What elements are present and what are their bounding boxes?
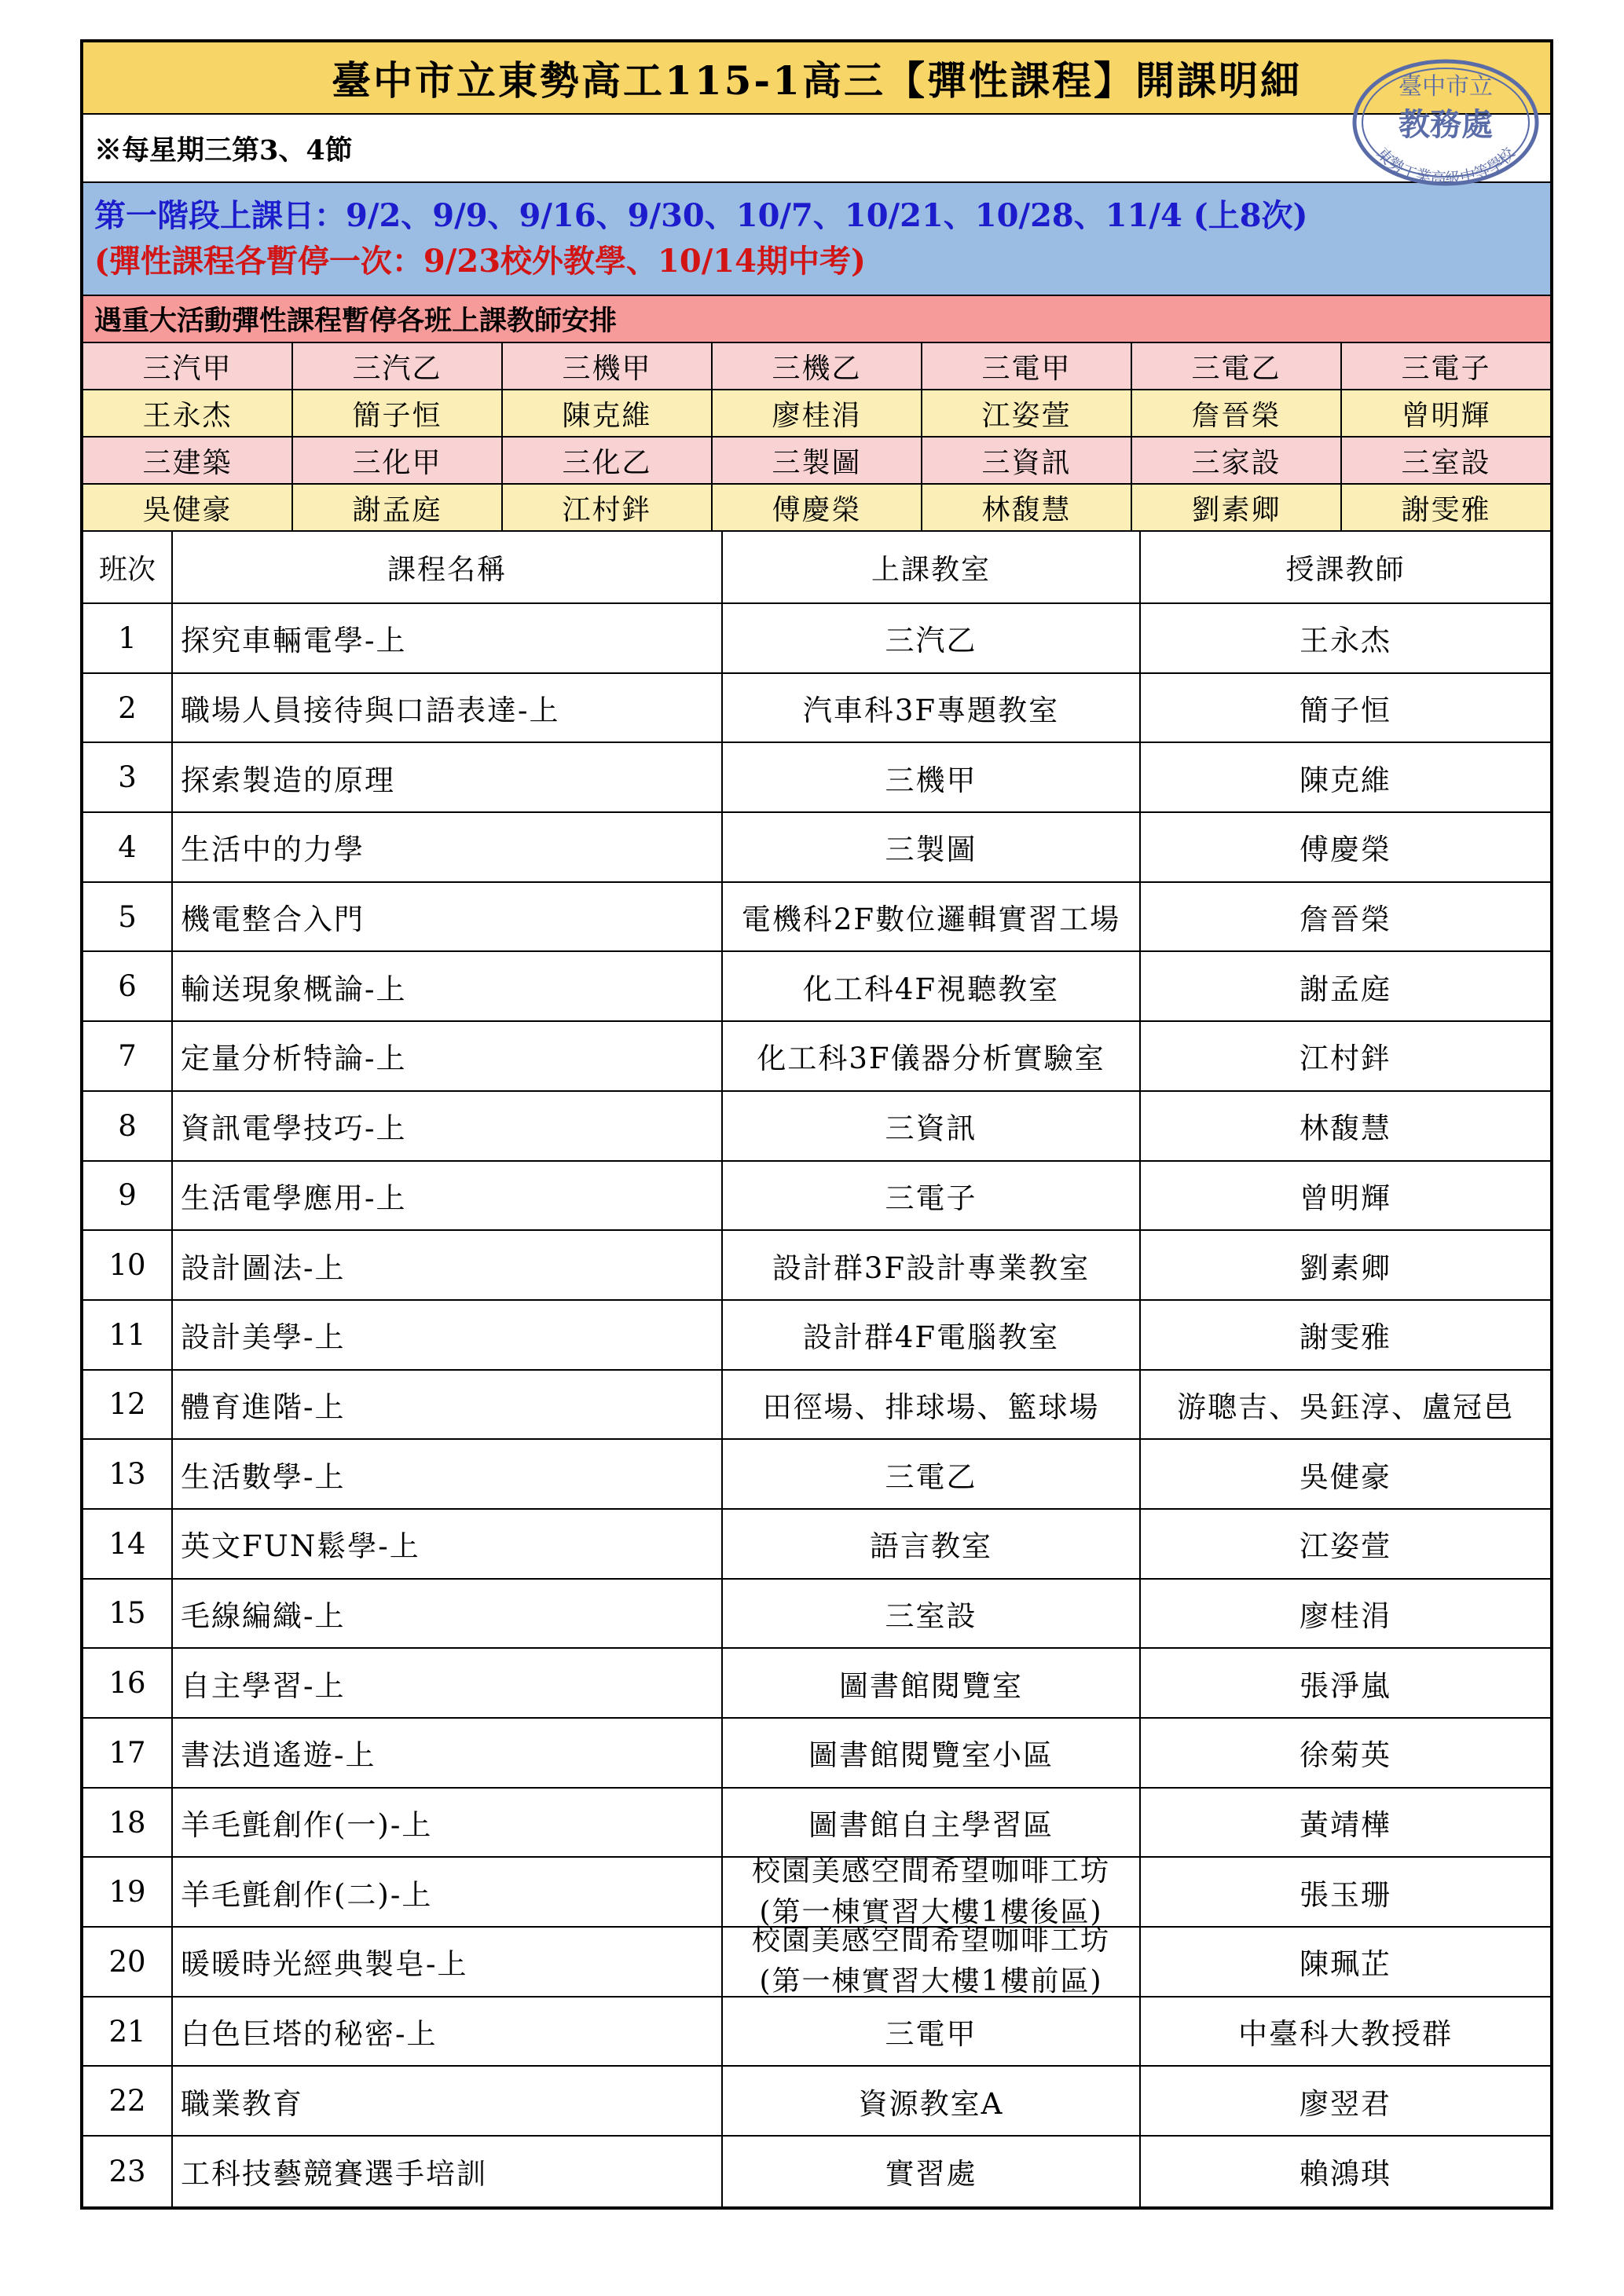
- pause-teacher-row-1: [83, 390, 1550, 438]
- pause-class-cell: 三室設: [1401, 446, 1491, 479]
- class-no-cell: 14: [83, 1510, 173, 1578]
- classroom-cell: [723, 1649, 1141, 1717]
- course-sheet: [80, 39, 1553, 2210]
- pause-teacher-cell: 謝雯雅: [1401, 493, 1491, 526]
- teacher-cell: 詹晉榮: [1300, 903, 1391, 937]
- table-row: [83, 604, 1550, 674]
- classroom-text: 三汽乙: [885, 624, 977, 658]
- course-name-cell: 設計美學-上: [173, 1301, 723, 1369]
- header-course-name: 課程名稱: [173, 532, 723, 602]
- course-name-cell: 英文FUN鬆學-上: [173, 1510, 723, 1578]
- class-no-cell: 18: [83, 1789, 173, 1857]
- phase-dates: 第一階段上課日：9/2、9/9、9/16、9/30、10/7、10/21、10/28、11/4 (上8次): [94, 197, 1308, 234]
- course-name-cell: 資訊電學技巧-上: [173, 1092, 723, 1160]
- table-row: [83, 1998, 1550, 2067]
- classroom-text: 汽車科3F專題教室: [802, 694, 1060, 728]
- classroom-text: 三電乙: [885, 1459, 977, 1494]
- table-row: [83, 1719, 1550, 1789]
- course-name-cell: 生活中的力學: [173, 813, 723, 881]
- table-row: [83, 1580, 1550, 1650]
- table-row: [83, 952, 1550, 1022]
- pause-teacher-cell: 曾明輝: [1401, 399, 1491, 432]
- classroom-text: 實習處: [885, 2157, 977, 2192]
- course-name-cell: 職場人員接待與口語表達-上: [173, 674, 723, 742]
- teacher-cell: 傅慶榮: [1300, 833, 1391, 867]
- course-name-cell: 生活數學-上: [173, 1440, 723, 1508]
- classroom-cell: [723, 743, 1141, 811]
- classroom-line-2: (第一棟實習大樓1樓後區): [759, 1895, 1103, 1928]
- course-name-cell: 白色巨塔的秘密-上: [173, 1998, 723, 2066]
- classroom-line-1: 校園美感空間希望咖啡工坊: [751, 1855, 1110, 1888]
- class-no-cell: 19: [83, 1858, 173, 1926]
- teacher-cell: 陳克維: [1300, 763, 1391, 797]
- phase-exceptions: (彈性課程各暫停一次：9/23校外教學、10/14期中考): [94, 243, 866, 280]
- classroom-text: 圖書館閱覽室小區: [808, 1738, 1054, 1773]
- classroom-text: 資源教室A: [858, 2086, 1004, 2121]
- table-row: [83, 1510, 1550, 1580]
- class-no-cell: 4: [83, 813, 173, 881]
- pause-class-cell: 三建築: [83, 438, 293, 483]
- teacher-cell: 黃靖樺: [1300, 1808, 1391, 1843]
- pause-teacher-cell: 劉素卿: [1132, 485, 1342, 530]
- classroom-cell: [723, 952, 1141, 1020]
- schedule-note: ※每星期三第3、4節: [83, 115, 1550, 183]
- table-row: [83, 1855, 1550, 1928]
- table-row: [83, 1924, 1550, 1998]
- table-row: [83, 1789, 1550, 1858]
- table-row: [83, 2067, 1550, 2137]
- pause-teacher-cell: 林馥慧: [922, 485, 1132, 530]
- pause-teacher-cell: 簡子恒: [293, 390, 503, 436]
- classroom-text: 三室設: [885, 1598, 977, 1633]
- pause-class-cell: 三資訊: [922, 438, 1132, 483]
- course-name-cell: 羊毛氈創作(二)-上: [173, 1858, 723, 1926]
- teacher-cell: 江村鉡: [1300, 1042, 1391, 1076]
- svg-text:臺中市立: 臺中市立: [1399, 73, 1493, 101]
- class-no-cell: 2: [83, 674, 173, 742]
- table-row: [83, 743, 1550, 813]
- classroom-text: 化工科4F視聽教室: [802, 972, 1060, 1006]
- classroom-text: 田徑場、排球場、籃球場: [762, 1390, 1100, 1424]
- pause-class-row-1: [83, 343, 1550, 390]
- pause-teacher-cell: 江村鉡: [503, 485, 713, 530]
- table-row: [83, 1022, 1550, 1092]
- classroom-cell: [723, 1855, 1141, 1928]
- classroom-text: 圖書館閱覽室: [839, 1668, 1023, 1703]
- pause-class-cell: 三機乙: [713, 343, 922, 389]
- teacher-cell: 江姿萱: [1300, 1529, 1391, 1564]
- phase-dates-block: [83, 183, 1550, 296]
- pause-teacher-cell: 謝孟庭: [293, 485, 503, 530]
- class-no-cell: 9: [83, 1162, 173, 1230]
- school-seal-stamp: [1349, 57, 1542, 189]
- teacher-cell: 林馥慧: [1300, 1111, 1391, 1146]
- table-header-row: [83, 532, 1550, 604]
- table-row: [83, 674, 1550, 744]
- pause-class-cell: 三電甲: [922, 343, 1132, 389]
- class-no-cell: 21: [83, 1998, 173, 2066]
- pause-class-cell: 三化甲: [293, 438, 503, 483]
- teacher-cell: 陳珮芷: [1300, 1947, 1391, 1982]
- table-row: [83, 1649, 1550, 1719]
- teacher-cell: 吳健豪: [1300, 1459, 1391, 1494]
- classroom-text: 三電甲: [885, 2017, 977, 2052]
- table-row: [83, 1092, 1550, 1162]
- classroom-text: 三製圖: [885, 833, 977, 867]
- table-row: [83, 1440, 1550, 1510]
- course-name-cell: 機電整合入門: [173, 883, 723, 951]
- table-row: [83, 1231, 1550, 1301]
- pause-teacher-cell: 廖桂涓: [713, 390, 922, 436]
- class-no-cell: 23: [83, 2137, 173, 2206]
- teacher-cell: 謝孟庭: [1300, 972, 1391, 1006]
- course-name-cell: 探究車輛電學-上: [173, 604, 723, 672]
- teacher-cell: 徐菊英: [1300, 1738, 1391, 1773]
- teacher-cell: 廖桂涓: [1300, 1598, 1391, 1633]
- pause-class-cell: 三汽甲: [83, 343, 293, 389]
- course-name-cell: 毛線編織-上: [173, 1580, 723, 1648]
- classroom-text: 設計群4F電腦教室: [802, 1320, 1060, 1355]
- class-no-cell: 7: [83, 1022, 173, 1090]
- class-no-cell: 6: [83, 952, 173, 1020]
- header-classroom: 上課教室: [723, 532, 1141, 602]
- course-name-cell: 探索製造的原理: [173, 743, 723, 811]
- class-no-cell: 1: [83, 604, 173, 672]
- table-row: [83, 1301, 1550, 1371]
- table-row: [83, 1162, 1550, 1232]
- classroom-cell: [723, 1580, 1141, 1648]
- course-name-cell: 書法逍遙遊-上: [173, 1719, 723, 1787]
- teacher-cell: 廖翌君: [1300, 2086, 1391, 2121]
- pause-teacher-cell: 陳克維: [503, 390, 713, 436]
- course-table-body: [83, 604, 1550, 2206]
- classroom-text: 圖書館自主學習區: [808, 1808, 1054, 1843]
- classroom-cell: [723, 1301, 1141, 1369]
- pause-teacher-row-2: [83, 485, 1550, 532]
- classroom-cell: [723, 1231, 1141, 1299]
- pause-teacher-cell: 傅慶榮: [713, 485, 922, 530]
- classroom-cell: [723, 883, 1141, 951]
- classroom-cell: [723, 1371, 1141, 1439]
- classroom-cell: [723, 1092, 1141, 1160]
- table-row: [83, 883, 1550, 953]
- teacher-cell: 張淨嵐: [1300, 1668, 1391, 1703]
- course-name-cell: 生活電學應用-上: [173, 1162, 723, 1230]
- table-row: [83, 1371, 1550, 1441]
- course-name-cell: 自主學習-上: [173, 1649, 723, 1717]
- class-no-cell: 3: [83, 743, 173, 811]
- teacher-cell: 曾明輝: [1300, 1181, 1391, 1215]
- teacher-cell: 謝雯雅: [1300, 1320, 1391, 1355]
- classroom-cell: [723, 674, 1141, 742]
- class-no-cell: 17: [83, 1719, 173, 1787]
- classroom-text: 三機甲: [885, 763, 977, 797]
- teacher-cell: 簡子恒: [1300, 694, 1391, 728]
- course-name-cell: 輸送現象概論-上: [173, 952, 723, 1020]
- teacher-cell: 游聰吉、吳鈺淳、盧冠邑: [1177, 1390, 1514, 1424]
- class-no-cell: 22: [83, 2067, 173, 2135]
- pause-teacher-cell: 詹晉榮: [1132, 390, 1342, 436]
- teacher-cell: 張玉珊: [1300, 1877, 1391, 1912]
- classroom-text: 語言教室: [870, 1529, 992, 1564]
- class-no-cell: 20: [83, 1928, 173, 1996]
- course-name-cell: 工科技藝競賽選手培訓: [173, 2137, 723, 2206]
- pause-class-cell: 三製圖: [713, 438, 922, 483]
- pause-class-cell: 三家設: [1132, 438, 1342, 483]
- classroom-text: 電機科2F數位邏輯實習工場: [741, 903, 1121, 937]
- header-teacher: 授課教師: [1285, 553, 1406, 586]
- course-name-cell: 定量分析特論-上: [173, 1022, 723, 1090]
- pause-teacher-cell: 江姿萱: [922, 390, 1132, 436]
- classroom-line-2: (第一棟實習大樓1樓前區): [759, 1965, 1103, 1998]
- classroom-text: 化工科3F儀器分析實驗室: [757, 1042, 1105, 1076]
- pause-class-row-2: [83, 438, 1550, 485]
- pause-class-cell: 三汽乙: [293, 343, 503, 389]
- classroom-cell: [723, 1719, 1141, 1787]
- teacher-cell: 王永杰: [1300, 624, 1391, 658]
- classroom-cell: [723, 1998, 1141, 2066]
- class-no-cell: 8: [83, 1092, 173, 1160]
- course-name-cell: 羊毛氈創作(一)-上: [173, 1789, 723, 1857]
- classroom-cell: [723, 1924, 1141, 1998]
- svg-text:教務處: 教務處: [1399, 106, 1493, 143]
- svg-text:東勢工業高級中等學校: 東勢工業高級中等學校: [1373, 144, 1519, 189]
- pause-class-cell: 三化乙: [503, 438, 713, 483]
- teacher-cell: 劉素卿: [1300, 1251, 1391, 1285]
- classroom-cell: [723, 813, 1141, 881]
- course-name-cell: 設計圖法-上: [173, 1231, 723, 1299]
- teacher-cell: 賴鴻琪: [1300, 2157, 1391, 2192]
- header-class-no: 班次: [83, 532, 173, 602]
- classroom-cell: [723, 604, 1141, 672]
- classroom-text: 三電子: [885, 1181, 977, 1215]
- classroom-line-1: 校園美感空間希望咖啡工坊: [751, 1924, 1110, 1957]
- classroom-cell: [723, 1162, 1141, 1230]
- class-no-cell: 13: [83, 1440, 173, 1508]
- classroom-cell: [723, 2137, 1141, 2206]
- table-row: [83, 2137, 1550, 2206]
- class-no-cell: 10: [83, 1231, 173, 1299]
- table-row: [83, 813, 1550, 883]
- class-no-cell: 16: [83, 1649, 173, 1717]
- page-title: 臺中市立東勢高工115-1高三【彈性課程】開課明細: [332, 57, 1302, 104]
- classroom-cell: [723, 1022, 1141, 1090]
- classroom-cell: [723, 1440, 1141, 1508]
- classroom-cell: [723, 2067, 1141, 2135]
- pause-class-cell: 三機甲: [503, 343, 713, 389]
- pause-class-cell: 三電乙: [1132, 343, 1342, 389]
- class-no-cell: 15: [83, 1580, 173, 1648]
- class-no-cell: 12: [83, 1371, 173, 1439]
- class-no-cell: 11: [83, 1301, 173, 1369]
- pause-arrangement-title: 遇重大活動彈性課程暫停各班上課教師安排: [83, 296, 1550, 343]
- classroom-text: 設計群3F設計專業教室: [772, 1251, 1091, 1285]
- course-name-cell: 體育進階-上: [173, 1371, 723, 1439]
- classroom-cell: [723, 1789, 1141, 1857]
- class-no-cell: 5: [83, 883, 173, 951]
- classroom-cell: [723, 1510, 1141, 1578]
- pause-teacher-cell: 吳健豪: [83, 485, 293, 530]
- pause-class-cell: 三電子: [1401, 352, 1491, 385]
- course-name-cell: 暖暖時光經典製皂-上: [173, 1928, 723, 1996]
- course-name-cell: 職業教育: [173, 2067, 723, 2135]
- teacher-cell: 中臺科大教授群: [1238, 2017, 1453, 2052]
- pause-teacher-cell: 王永杰: [83, 390, 293, 436]
- classroom-text: 三資訊: [885, 1111, 977, 1146]
